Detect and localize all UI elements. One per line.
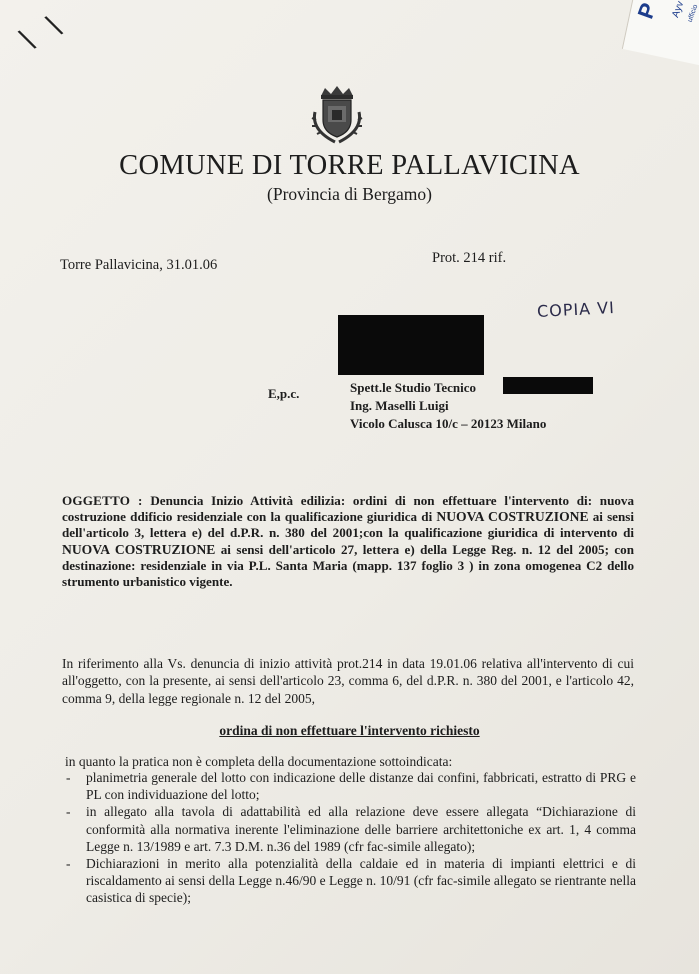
- subject-caps: NUOVA COSTRUZIONE: [62, 541, 216, 557]
- order-heading: ordina di non effettuare l'intervento richiesto: [219, 723, 480, 738]
- recipient-line: Spett.le Studio Tecnico: [350, 380, 477, 395]
- redaction-box: [338, 315, 484, 375]
- body-paragraph: In riferimento alla Vs. denuncia di inizio attività prot.214 in data 19.01.06 relativa all'intervento di cui all'oggetto, con la presente, ai sensi dell'articolo 23, comma 6, del d.P.R. n. 380 del 2001, e l'articolo 42, comma 9, della legge regionale n. 12 del 2005,: [62, 656, 634, 706]
- recipient-line: Vicolo Calusca 10/c – 20123 Milano: [350, 416, 547, 431]
- handwritten-note: COPIA VI: [536, 297, 616, 322]
- list-intro: in quanto la pratica non è completa della documentazione sottoindicata:: [65, 754, 453, 769]
- protocol-number: Prot. 214 rif.: [432, 250, 507, 266]
- margin-marks: \ \: [14, 5, 71, 56]
- coat-of-arms-icon: [307, 82, 367, 144]
- list-item: [62, 855, 636, 907]
- subject-block: [62, 493, 634, 590]
- subject-text: ai sensi dell'articolo 3, lettera e) del d.P.R. n. 380 del 2001;con la qualificazione giuridica di intervento di: [62, 509, 635, 541]
- missing-documents-list: [62, 769, 636, 907]
- corner-stamp-subtext: ufficio: [686, 3, 699, 24]
- list-item: [62, 769, 636, 803]
- bullet-dash: -: [66, 856, 71, 872]
- subject-caps: NUOVA COSTRUZIONE: [436, 509, 589, 525]
- list-item-text: Dichiarazioni in merito alla potenzialità della caldaie ed in materia di impianti elettrici e di riscaldamento ai sensi della Legge n.46/90 e Legge n. 10/91 (cfr fac-simile allegato se rientrante nella casistica di specie);: [86, 856, 636, 906]
- corner-stamp-text: Ayv: [670, 0, 687, 20]
- epc-label: E,p.c.: [268, 386, 300, 401]
- place-date: Torre Pallavicina, 31.01.06: [60, 257, 218, 273]
- list-item-text: planimetria generale del lotto con indicazione delle distanze dai confini, fabbricati, estratto di PRG e PL con individuazione del lotto;: [86, 770, 636, 803]
- recipient-address: [350, 379, 546, 433]
- bullet-dash: -: [66, 804, 71, 820]
- bullet-dash: -: [66, 770, 71, 785]
- province-subtitle: (Provincia di Bergamo): [267, 184, 432, 204]
- list-item: [62, 803, 636, 855]
- subject-text: ai sensi dell'articolo 27, lettera e) della Legge Reg. n. 12 del 2005; con destinazione: residenziale in via P.L. Santa Maria (mapp. 137 foglio 3 ) in zona omogenea C2 dello strumento urbanistico vigente.: [62, 541, 635, 590]
- recipient-line: Ing. Maselli Luigi: [350, 398, 449, 413]
- subject-label: OGGETTO :: [62, 493, 143, 508]
- list-item-text: in allegato alla tavola di adattabilità ed alla relazione deve essere allegata “Dichiarazione di conformità alla normativa inerente l'eliminazione delle barriere architettoniche ex art. 1, 4 comma Legge n. 13/1989 e art. 7.3 D.M. n.36 del 1989 (cfr fac-simile allegato);: [86, 804, 636, 854]
- corner-stamp-letter: P: [632, 0, 662, 23]
- municipality-title: COMUNE DI TORRE PALLAVICINA: [119, 150, 580, 181]
- subject-text: Denuncia Inizio Attività edilizia: ordini di non effettuare l'intervento di: nuova costruzione ddificio residenziale con la qualificazione giuridica di: [62, 493, 634, 525]
